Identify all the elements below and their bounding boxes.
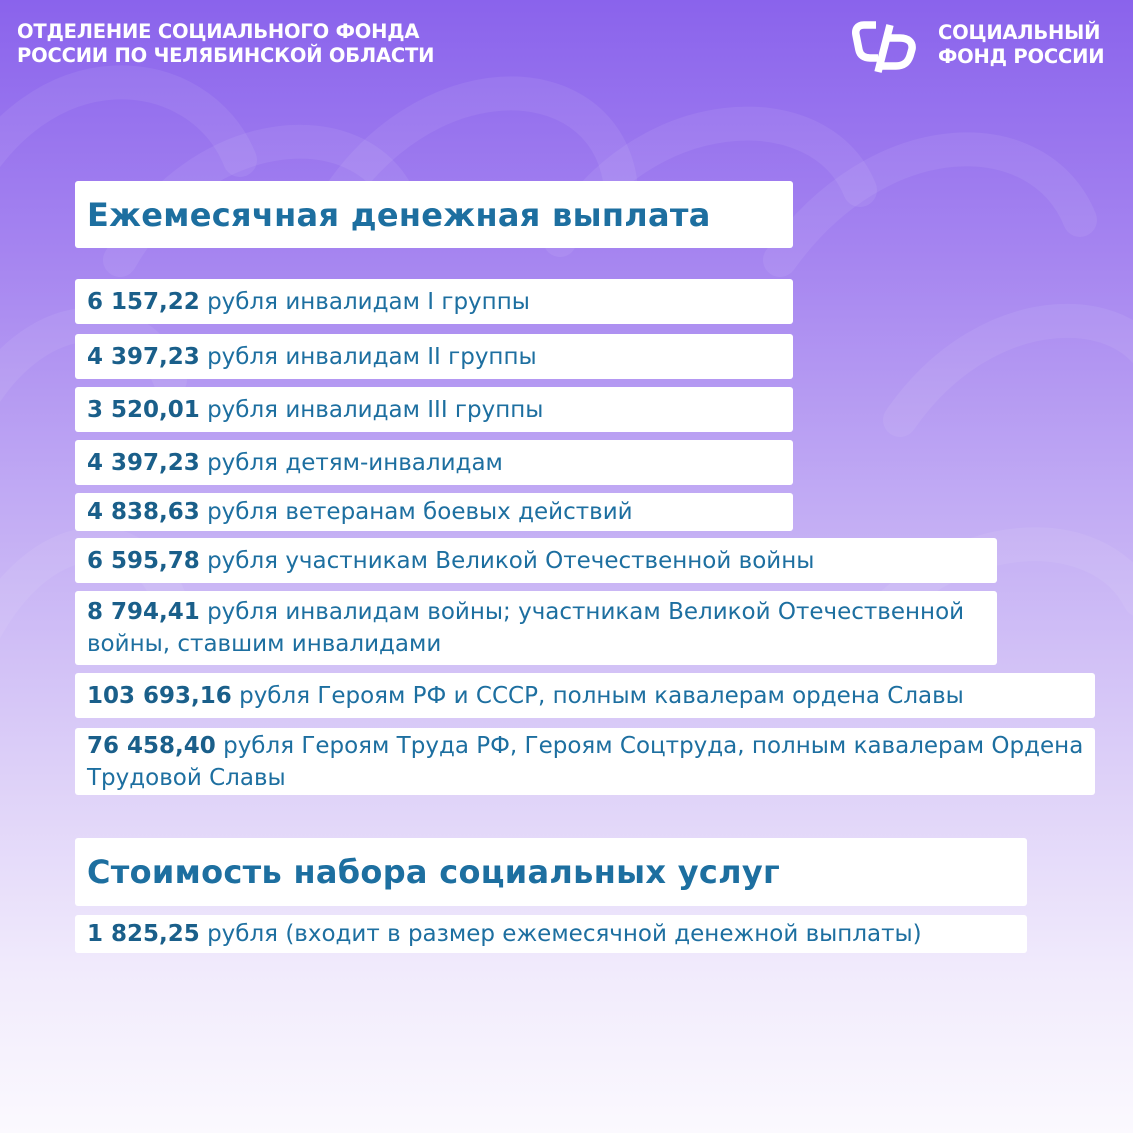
- nsu-row: [75, 915, 1027, 953]
- brand-name-line2: ФОНД РОССИИ: [938, 45, 1105, 68]
- payment-amount: 4 838,63: [87, 499, 200, 525]
- payment-amount: 76 458,40: [87, 732, 216, 759]
- org-name-line2: РОССИИ ПО ЧЕЛЯБИНСКОЙ ОБЛАСТИ: [17, 44, 435, 67]
- payment-description: рубля участникам Великой Отечественной войны: [199, 547, 815, 574]
- payment-amount: 6 157,22: [87, 288, 200, 315]
- nsu-description: рубля (входит в размер ежемесячной денежной выплаты): [199, 921, 922, 947]
- payment-row: [75, 440, 793, 485]
- nsu-amount: 1 825,25: [87, 921, 200, 947]
- payment-description: рубля инвалидам I группы: [199, 288, 530, 315]
- payment-row: [75, 673, 1095, 718]
- payment-description: рубля инвалидам II группы: [199, 343, 537, 370]
- payment-amount: 6 595,78: [87, 547, 200, 574]
- payment-row: [75, 334, 793, 379]
- payment-row: [75, 728, 1095, 795]
- payment-description: рубля ветеранам боевых действий: [199, 499, 633, 525]
- payment-text: [87, 341, 537, 373]
- payment-text: [87, 286, 530, 318]
- payment-row: [75, 538, 997, 583]
- payment-row: [75, 279, 793, 324]
- payment-text: [87, 394, 543, 426]
- payment-text: [87, 730, 1085, 794]
- section-title-nsu-text: Стоимость набора социальных услуг: [87, 853, 781, 891]
- payment-amount: 103 693,16: [87, 682, 232, 709]
- org-name-line1: ОТДЕЛЕНИЕ СОЦИАЛЬНОГО ФОНДА: [17, 20, 420, 43]
- payment-row: [75, 493, 793, 531]
- brand-name-line1: СОЦИАЛЬНЫЙ: [938, 21, 1101, 44]
- org-name: [17, 20, 434, 68]
- sfr-logo-icon: [852, 20, 920, 76]
- payment-row: [75, 387, 793, 432]
- payment-text: [87, 596, 987, 660]
- payment-amount: 8 794,41: [87, 599, 200, 625]
- payment-amount: 4 397,23: [87, 449, 200, 476]
- payment-text: [87, 680, 964, 712]
- payment-text: [87, 447, 503, 479]
- payment-text: [87, 545, 814, 577]
- payment-description: рубля инвалидам войны; участникам Великой Отечественной войны, ставшим инвалидами: [87, 599, 965, 657]
- payment-text: [87, 496, 633, 528]
- payment-amount: 3 520,01: [87, 396, 200, 423]
- section-title-nsu: [75, 838, 1027, 906]
- payment-description: рубля Героям РФ и СССР, полным кавалерам ордена Славы: [231, 682, 964, 709]
- payment-description: рубля Героям Труда РФ, Героям Соцтруда, полным кавалерам Ордена Трудовой Славы: [87, 732, 1084, 791]
- section-title-edv: [75, 181, 793, 248]
- payment-description: рубля инвалидам III группы: [199, 396, 544, 423]
- payment-amount: 4 397,23: [87, 343, 200, 370]
- payment-row: [75, 591, 997, 665]
- brand-name: [938, 21, 1104, 69]
- payment-description: рубля детям-инвалидам: [199, 449, 503, 476]
- section-title-edv-text: Ежемесячная денежная выплата: [87, 195, 711, 234]
- nsu-text: [87, 918, 922, 950]
